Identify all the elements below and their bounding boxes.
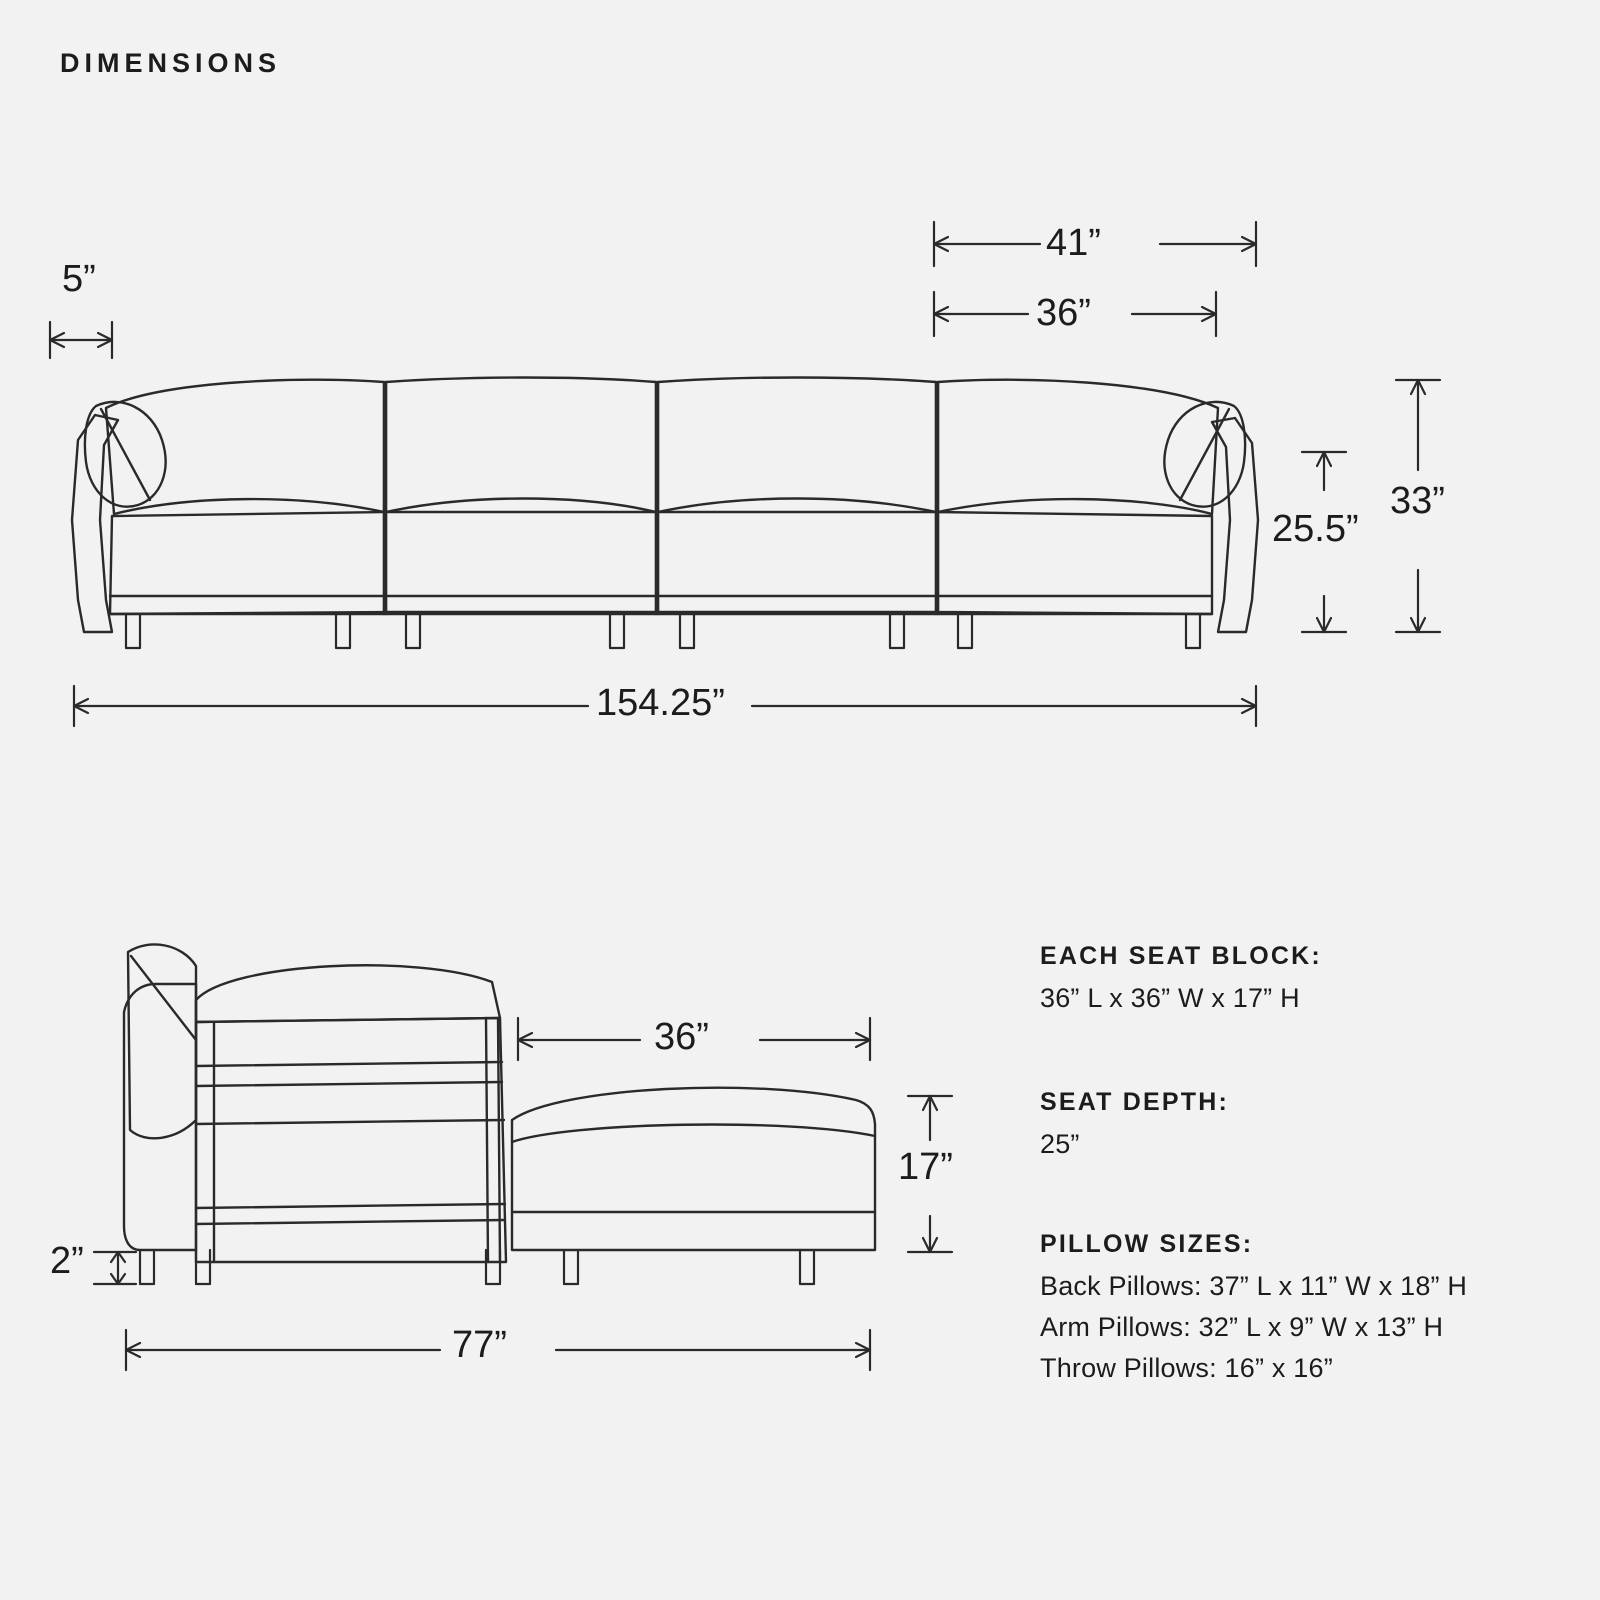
spec-line: Arm Pillows: 32” L x 9” W x 13” H xyxy=(1040,1312,1444,1342)
spec-line: Back Pillows: 37” L x 11” W x 18” H xyxy=(1040,1271,1468,1301)
dim-label-overall-width: 154.25” xyxy=(596,682,725,724)
spec-heading: SEAT DEPTH: xyxy=(1040,1088,1230,1116)
spec-heading: EACH SEAT BLOCK: xyxy=(1040,942,1322,970)
spec-block-pillow-sizes xyxy=(1040,1230,1467,1394)
dim-label-leg-height: 2” xyxy=(50,1240,84,1282)
spec-line: 36” L x 36” W x 17” H xyxy=(1040,983,1300,1013)
dim-label-seat-back-height: 25.5” xyxy=(1272,508,1359,550)
dim-label-overall-height: 33” xyxy=(1390,480,1445,522)
dim-label-overall-depth: 77” xyxy=(452,1324,507,1366)
spec-line: 25” xyxy=(1040,1129,1080,1159)
dim-label-arm-pillow-thickness: 5” xyxy=(62,258,96,300)
spec-line: Throw Pillows: 16” x 16” xyxy=(1040,1353,1333,1383)
side-view-sofa xyxy=(124,944,875,1284)
dim-label-module-inner-width: 36” xyxy=(1036,292,1091,334)
spec-heading: PILLOW SIZES: xyxy=(1040,1230,1254,1258)
dim-label-module-outer-width: 41” xyxy=(1046,222,1101,264)
dim-label-seat-height: 17” xyxy=(898,1146,953,1188)
spec-block-seat-depth xyxy=(1040,1088,1229,1170)
page-title: DIMENSIONS xyxy=(60,48,282,78)
front-view-sofa xyxy=(72,378,1258,649)
front-view-dimensions xyxy=(50,222,1440,726)
dim-label-ottoman-length: 36” xyxy=(654,1016,709,1058)
spec-block-seat-block xyxy=(1040,942,1322,1024)
side-view-dimensions xyxy=(94,1018,952,1370)
